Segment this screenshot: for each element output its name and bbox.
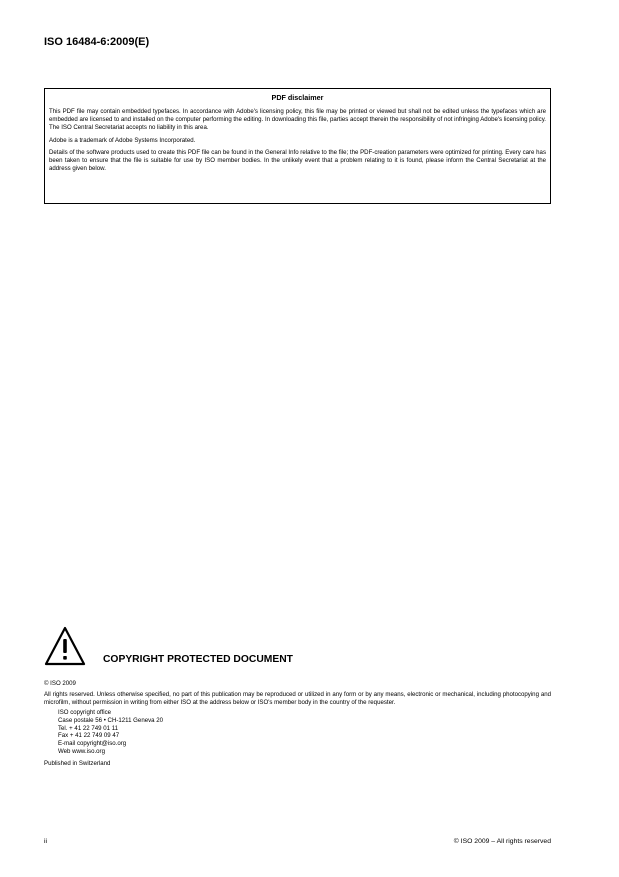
email-line: E-mail copyright@iso.org — [58, 740, 127, 748]
copyright-block — [44, 680, 551, 768]
address-line: ISO copyright office — [58, 708, 112, 716]
address-line: Case postale 56 • CH-1211 Geneva 20 — [58, 716, 164, 724]
copyright-office-address — [44, 709, 551, 756]
disclaimer-paragraph-3: Details of the software products used to create this PDF file can be found in the General Info relative to the file; the PDF-creation parameters were optimized for printing. Every care has been taken to ensure that the file is suitable for use by ISO member bodies. In the unlikely event that a problem relating to it is found, please inform the Central Secretariat at the address given below. — [49, 148, 546, 173]
footer-copyright: © ISO 2009 – All rights reserved — [453, 838, 551, 845]
page-number: ii — [44, 838, 48, 845]
disclaimer-paragraph-2: Adobe is a trademark of Adobe Systems Incorporated. — [49, 136, 196, 144]
disclaimer-title: PDF disclaimer — [271, 93, 324, 102]
copyright-notice: © ISO 2009 — [44, 680, 76, 687]
copyright-heading: COPYRIGHT PROTECTED DOCUMENT — [103, 654, 293, 665]
warning-triangle-icon — [44, 626, 86, 666]
pdf-disclaimer-box — [44, 88, 551, 204]
published-location: Published in Switzerland — [44, 760, 111, 768]
fax-line: Fax + 41 22 749 09 47 — [58, 732, 120, 740]
web-line: Web www.iso.org — [58, 748, 105, 756]
document-id: ISO 16484-6:2009(E) — [44, 36, 150, 48]
rights-statement: All rights reserved. Unless otherwise specified, no part of this publication may be reproduced or utilized in any form or by any means, electronic or mechanical, including photocopying and microfilm, without permission in writing from either ISO at the address below or ISO's member body in the country of the requester. — [44, 690, 551, 706]
disclaimer-paragraph-1: This PDF file may contain embedded typefaces. In accordance with Adobe's licensing policy, this file may be printed or viewed but shall not be edited unless the typefaces which are embedded are licensed to and installed on the computer performing the editing. In downloading this file, parties accept therein the responsibility of not infringing Adobe's licensing policy. The ISO Central Secretariat accepts no liability in this area. — [49, 108, 546, 132]
phone-line: Tel. + 41 22 749 01 11 — [58, 724, 119, 732]
